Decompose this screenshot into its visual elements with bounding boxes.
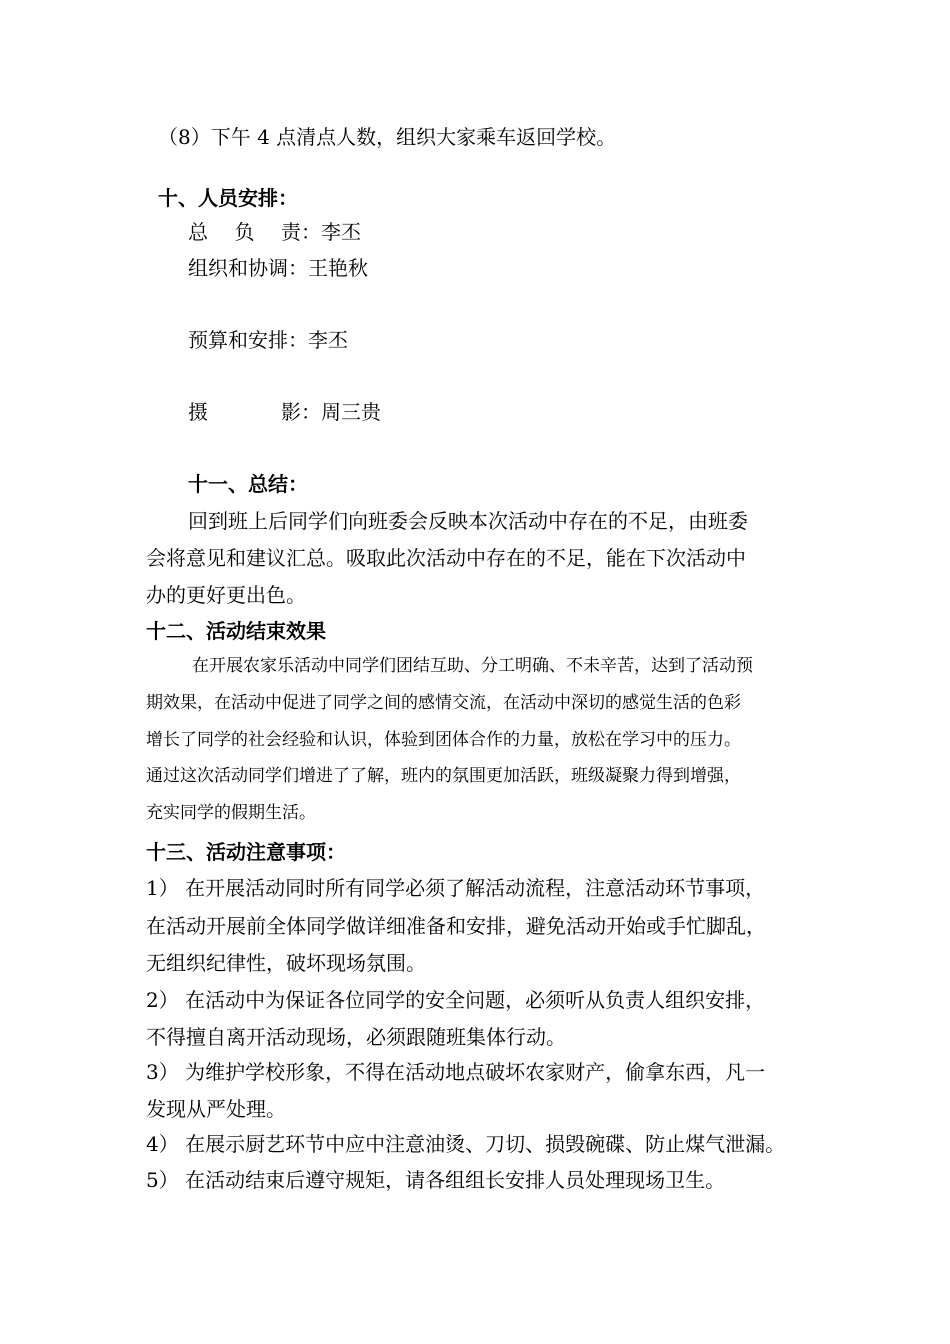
note-line-3: 无组织纪律性，破坏现场氛围。 xyxy=(146,951,426,975)
summary-line-3: 办的更好更出色。 xyxy=(146,583,306,607)
effect-line-3: 增长了同学的社会经验和认识，体验到团体合作的力量，放松在学习中的压力。 xyxy=(146,730,741,750)
note-line-1: 1） 在开展活动同时所有同学必须了解活动流程，注意活动环节事项， xyxy=(146,876,766,900)
staff-label-coordination: 组织和协调 xyxy=(188,256,288,280)
note-line-7: 发现从严处理。 xyxy=(146,1097,286,1121)
section-12-heading: 十二、活动结束效果 xyxy=(146,619,326,643)
effect-line-2: 期效果，在活动中促进了同学之间的感情交流，在活动中深切的感觉生活的色彩 xyxy=(146,693,741,713)
summary-line-1: 回到班上后同学们向班委会反映本次活动中存在的不足，由班委 xyxy=(188,509,748,533)
section-13-heading: 十三、活动注意事项： xyxy=(146,840,346,864)
effect-line-4: 通过这次活动同学们增进了了解，班内的氛围更加活跃，班级凝聚力得到增强， xyxy=(146,766,741,786)
section-11-heading: 十一、总结： xyxy=(188,472,308,496)
staff-value-coordination: ：王艳秋 xyxy=(288,256,368,280)
staff-row-budget xyxy=(188,330,348,350)
effect-line-1: 在开展农家乐活动中同学们团结互助、分工明确、不未辛苦，达到了活动预 xyxy=(192,656,753,676)
staff-value-budget: ：李丕 xyxy=(288,328,348,352)
staff-label-general: 总 负 责 xyxy=(188,220,301,244)
staff-row-general xyxy=(188,222,361,242)
staff-row-photography xyxy=(188,402,381,422)
effect-line-5: 充实同学的假期生活。 xyxy=(146,803,316,823)
section-10-heading: 十、人员安排： xyxy=(158,186,298,210)
note-line-4: 2） 在活动中为保证各位同学的安全问题，必须听从负责人组织安排， xyxy=(146,988,766,1012)
note-line-5: 不得擅自离开活动现场，必须跟随班集体行动。 xyxy=(146,1025,566,1049)
item-8-text: （8）下午 4 点清点人数，组织大家乘车返回学校。 xyxy=(158,125,617,149)
staff-value-photography: ：周三贵 xyxy=(301,400,381,424)
note-line-9: 5） 在活动结束后遵守规矩，请各组组长安排人员处理现场卫生。 xyxy=(146,1168,726,1192)
summary-line-2: 会将意见和建议汇总。吸取此次活动中存在的不足，能在下次活动中 xyxy=(146,546,746,570)
staff-value-general: ：李丕 xyxy=(301,220,361,244)
note-line-6: 3） 为维护学校形象，不得在活动地点破坏农家财产，偷拿东西，凡一 xyxy=(146,1060,766,1084)
staff-label-photography: 摄 影 xyxy=(188,400,301,424)
note-line-8: 4） 在展示厨艺环节中应中注意油烫、刀切、损毁碗碟、防止煤气泄漏。 xyxy=(146,1132,786,1156)
note-line-2: 在活动开展前全体同学做详细准备和安排，避免活动开始或手忙脚乱， xyxy=(146,914,766,938)
staff-row-coordination xyxy=(188,258,368,278)
staff-label-budget: 预算和安排 xyxy=(188,328,288,352)
